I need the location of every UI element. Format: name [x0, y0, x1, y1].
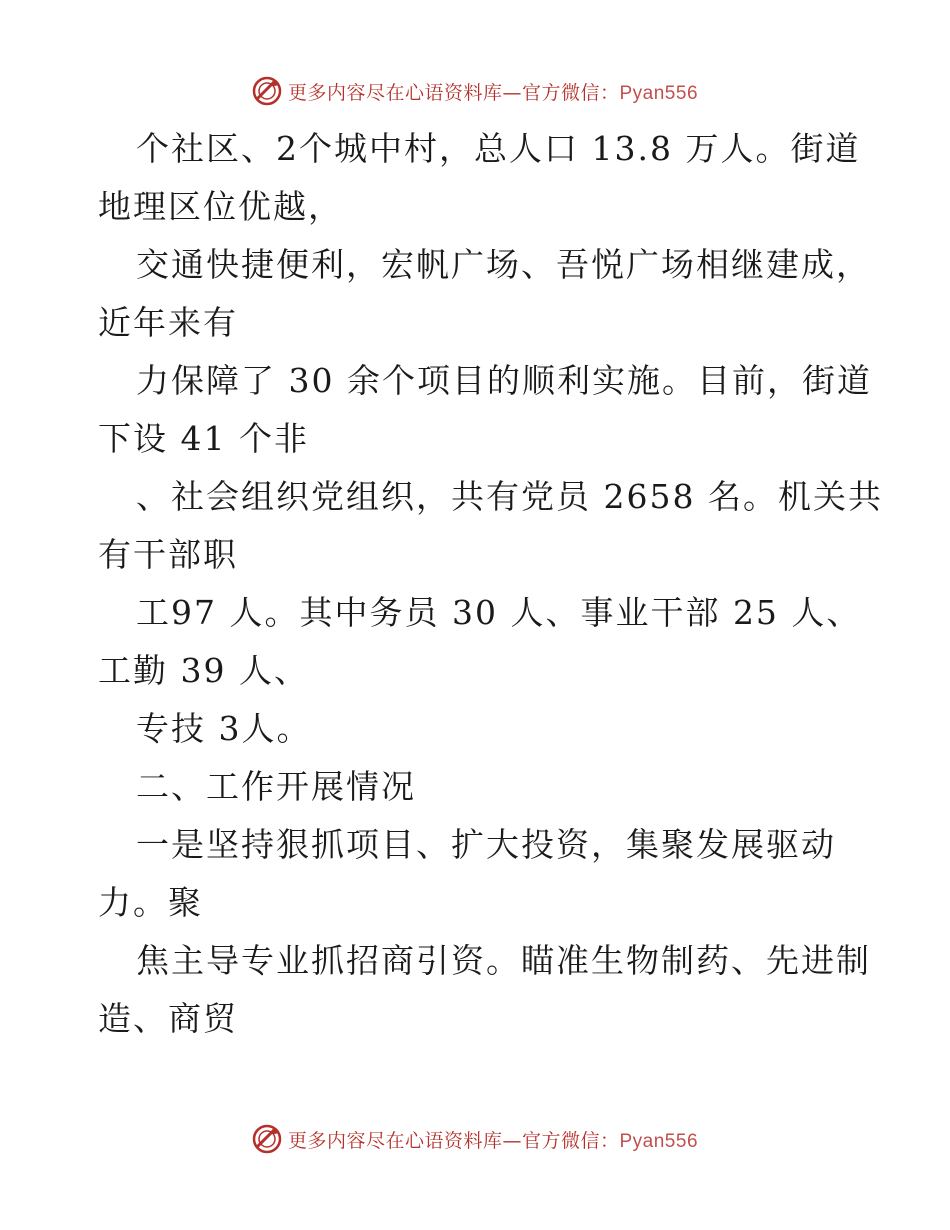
body-line: 一是坚持狠抓项目、扩大投资，集聚发展驱动 [136, 825, 836, 864]
footer-watermark [0, 1119, 950, 1159]
body-line: 工勤 39 人、 [98, 651, 309, 690]
document-body [98, 120, 883, 1048]
body-line: 造、商贸 [98, 999, 238, 1038]
watermark-label: 官方微信： [521, 81, 620, 104]
watermark-dash: — [502, 81, 522, 104]
body-line: 力。聚 [98, 883, 203, 922]
body-line: 个社区、2个城中村，总人口 13.8 万人。街道 [136, 129, 861, 168]
watermark-label: 官方微信： [521, 1129, 620, 1152]
watermark-wechat-id: Pyan556 [619, 82, 699, 104]
stamp-seal-icon [252, 1124, 282, 1154]
section-heading: 二、工作开展情况 [136, 767, 416, 806]
body-line: 近年来有 [98, 303, 238, 342]
body-line: 工97 人。其中务员 30 人、事业干部 25 人、 [136, 593, 862, 632]
body-line: 下设 41 个非 [98, 419, 309, 458]
header-watermark [0, 71, 950, 111]
body-line: 、社会组织党组织，共有党员 2658 名。机关共 [136, 477, 883, 516]
body-line: 专技 3人。 [136, 709, 312, 748]
watermark-main: 更多内容尽在心语资料库 [287, 81, 503, 104]
body-line: 地理区位优越， [98, 187, 343, 226]
watermark-text [288, 1126, 698, 1153]
body-line: 焦主导专业抓招商引资。瞄准生物制药、先进制 [136, 941, 871, 980]
watermark-wechat-id: Pyan556 [619, 1130, 699, 1152]
watermark-main: 更多内容尽在心语资料库 [287, 1129, 503, 1152]
watermark-dash: — [502, 1129, 522, 1152]
stamp-seal-icon [252, 76, 282, 106]
watermark-text [288, 78, 698, 105]
body-line: 有干部职 [98, 535, 238, 574]
body-line: 交通快捷便利，宏帆广场、吾悦广场相继建成， [136, 245, 871, 284]
body-line: 力保障了 30 余个项目的顺利实施。目前，街道 [136, 361, 872, 400]
